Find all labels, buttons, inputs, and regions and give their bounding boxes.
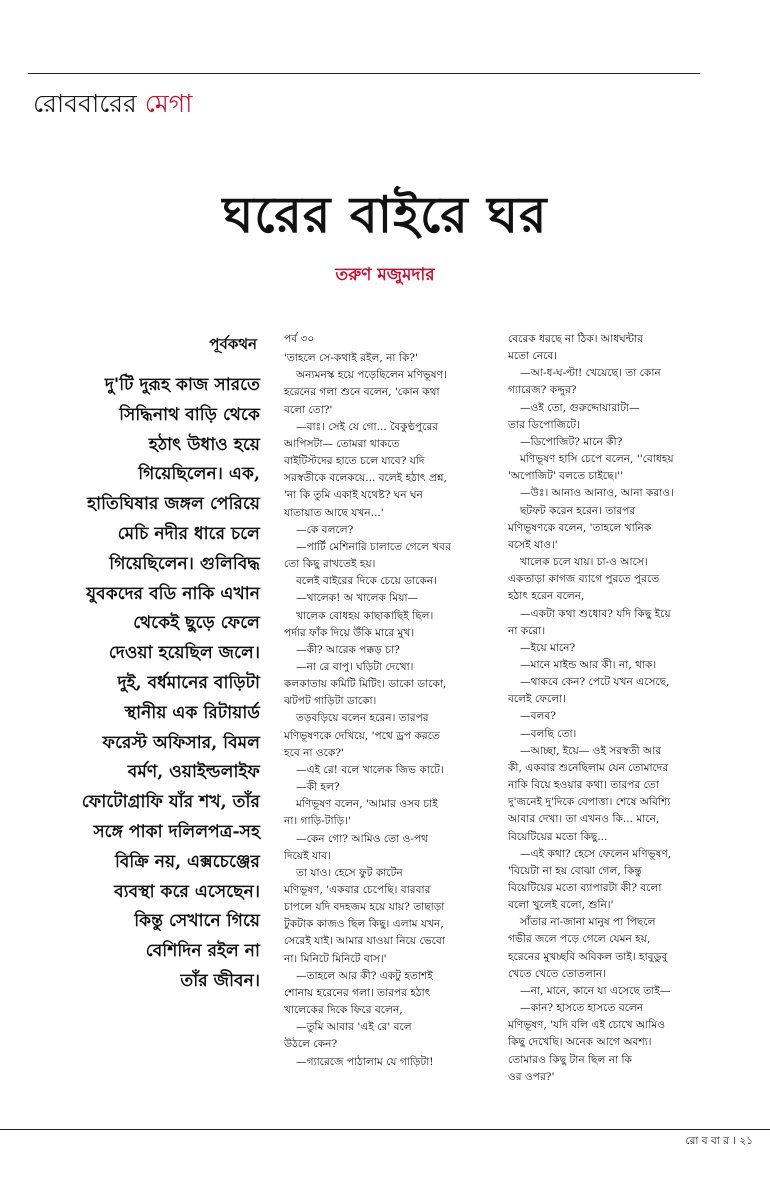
prelude-line: স্থানীয় এক রিটায়ার্ড (124, 702, 260, 723)
prelude-line: দুই, বর্ধমানের বাড়িটা (117, 672, 260, 693)
story-line: মণিভূষণকে বলেন, 'তাহলে খানিক (508, 521, 652, 534)
story-line: —এই রে! বলে খালেক জিভ কাটে। (296, 763, 444, 776)
prelude-line: ফরেস্ট অফিসার, বিমল (102, 732, 260, 753)
prelude-line: যুবকদের বডি নাকি এখান (86, 583, 260, 604)
story-line: 'না কি তুমি একাই যথেষ্ট? ঘন ঘন (284, 489, 423, 502)
story-line: 'তাহলে সে-কথাই রইল, না কি?' (284, 352, 418, 365)
article-author: তরুণ মজুমদার (335, 265, 435, 285)
story-line: বাইটিস্টদের হাতে চলে যাবে? যদি (284, 455, 425, 468)
story-line: —ইয়ে মানে? (520, 641, 576, 654)
bottom-rule (0, 1129, 770, 1130)
story-line: অন্যমনস্ক হয়ে পড়েছিলেন মণিভূষণ। (296, 369, 447, 382)
prelude-line: গিয়েছিলেন। গুলিবিদ্ধ (109, 553, 260, 574)
prelude-line: বিক্রি নয়, এক্সচেঞ্জের (114, 851, 260, 872)
prelude-line: থেকেই ছুড়ে ফেলে (133, 613, 260, 634)
story-line: —থাকবে কেন? পেটে যখন এসেছে, (520, 676, 670, 689)
story-line: মণিভূষণ বলেন, 'আমার ওসব চাই (296, 798, 438, 811)
page-folio: রো ব বা র । ২১ (685, 1135, 753, 1147)
story-line: তোমারও কিছু টান ছিল না কি (508, 1053, 632, 1066)
prelude-line: ফোটোগ্রাফি যাঁর শখ, তাঁর (81, 792, 260, 813)
story-line: বিয়েটিয়ের মতো ব্যাপারটা কী? বলো (508, 882, 662, 894)
prelude-line: বেশিদিন রইল না (145, 941, 260, 962)
story-line: বিয়েটিয়ের মতো কিছু... (508, 830, 608, 843)
story-line: সাঁতার না-জানা মানুষ পা পিছলে (520, 916, 656, 929)
story-line: খেতে খেতে তোতলান। (508, 967, 607, 980)
prelude-line: তাঁর জীবন। (180, 970, 260, 991)
prelude-line: ব্যবস্থা করে এসেছেন। (114, 881, 260, 902)
story-line: দু'জনেই দু'দিকে বেপাত্তা। শেষে অবিশ্যি (508, 796, 671, 809)
story-line: —না, মানে, কানে যা এসেছে তাই— (520, 984, 671, 997)
story-line: —উঃ। আনাও আনাও, আনা করাও। (520, 487, 674, 500)
section-label-part2: মেগা (144, 89, 193, 118)
story-line: গভীর জলে পড়ে গেলে যেমন হয়, (508, 933, 651, 946)
prelude-line: হঠাৎ উধাও হয়ে (148, 434, 260, 455)
story-line: মণিভূষণ, 'যদি বলি এই চোখে আমিও (508, 1019, 666, 1032)
story-line: —তুমি আবার 'এই রে' বলে (296, 1021, 412, 1034)
prelude-text (80, 371, 260, 997)
story-line: —কান? হাসতে হাসতে বলেন (520, 1002, 644, 1015)
story-line: না। মিনিটে মিনিটে বাস।' (284, 952, 387, 965)
story-line: উঠলে কেন? (284, 1038, 338, 1051)
story-line: চাপলে যদি বদহজম হয়ে যায়? তাছাড়া (284, 901, 445, 914)
story-line: সেরেই যাই। আমার যাওয়া নিয়ে ভেবো (284, 935, 445, 948)
story-line: ছটফট করেন হরেন। তারপর (520, 504, 636, 517)
prelude-heading: পূর্বকথন (209, 335, 257, 353)
story-line: —ওই তো, গুরুদ্দোয়ারাটা— (520, 401, 640, 414)
story-line: বলেই বাইরের দিকে চেয়ে ডাকেন। (296, 575, 437, 588)
story-line: হবে না ওকে?' (284, 746, 344, 759)
story-line: খালেকের দিকে ফিরে বলেন, (284, 1004, 403, 1017)
story-line: —কেন গো? আমিও তো ও-পথ (296, 832, 428, 845)
story-line: 'অপোজিট' বলতে চাইছে।'' (508, 470, 624, 483)
story-line: —মানে মাইন্ড আর কী। না, থাক। (520, 658, 657, 671)
story-line: —পার্টি মেশিনারি চালাতে গেলে খবর (296, 540, 451, 553)
story-line: ওর ওপর?' (508, 1070, 555, 1083)
story-line: —আ-ধ-ঘ-ণ্টা! খেয়েছে। তা কোন (520, 367, 661, 380)
prelude-line: গিয়েছিলেন। এক, (138, 464, 260, 485)
story-line: বলেই ফেলো। (508, 693, 566, 706)
story-line: আপিসটা— তোমরা থাকতে (284, 437, 400, 450)
story-line: ঝটপট গাড়িটা ডাকো। (284, 695, 377, 708)
story-line: বসেই যাও।' (508, 538, 558, 551)
story-line: তো কিছু রাখতেই হয়। (284, 558, 376, 571)
story-line: —এই কথা? হেসে ফেলেন মণিভূষণ, (520, 847, 672, 860)
prelude-line: কিন্তু সেখানে গিয়ে (134, 911, 260, 932)
story-line: —বলছি তো। (520, 727, 577, 740)
story-line: —আচ্ছা, ইয়ে— ওই সরস্বতী আর (520, 744, 662, 757)
story-line: —ডিপোজিট? মানে কী? (520, 435, 623, 448)
story-line: —কী হল? (296, 781, 340, 794)
story-line: খালেক বোধহয় কাছাকাছিই ছিল। (296, 609, 434, 622)
story-line: 'বিয়েটা না হয় বোঝা গেল, কিন্তু (508, 864, 642, 877)
story-line: যাতায়াত আছে যখন...' (284, 506, 384, 519)
story-line: মণিভূষণ হাসি চেপে বলেন, ''বোধহয় (520, 453, 674, 466)
story-line: —কে বললে? (296, 523, 354, 536)
story-line: কিছু দেখেছি। অনেক আগে অবশ্য। (508, 1036, 652, 1049)
story-line: টুকটাক কাজও ছিল কিছু। এলাম যখন, (284, 918, 444, 931)
story-line: আবার দেখা। তা এখনও কি... মানে, (508, 813, 660, 826)
story-line: —খালেক! অ খালেক মিয়া— (296, 592, 419, 605)
story-line: —কী? আরেক পক্কড় চা? (296, 643, 400, 656)
story-line: —তাহলে আর কী? একটু হতাশই (296, 969, 433, 982)
story-line: না। গাড়ি-টাড়ি।' (284, 815, 351, 828)
story-line: বলো তো?' (284, 403, 333, 416)
story-line: কলকাতায় কমিটি মিটিং। ডাকো ডাকো, (284, 678, 447, 691)
story-line: হঠাৎ হরেন বলেন, (508, 590, 585, 603)
prelude-line: সঙ্গে পাকা দলিলপত্র-সহ (93, 821, 260, 842)
prelude-line: মেচি নদীর ধারে চলে (117, 523, 260, 544)
story-line: নাকি বিয়ে হওয়ার কথা। তারপর তো (508, 779, 659, 792)
story-line: বলো খুলেই বলো, শুনি।' (508, 899, 614, 912)
story-line: —বাঃ। সেই যে গো... বৈকুণ্ঠপুরের (296, 420, 439, 433)
story-line: শোনায় হরেনের গলা। তারপর হঠাৎ (284, 986, 431, 999)
story-line: তড়বড়িয়ে বলেন হরেন। তারপর (296, 712, 429, 725)
story-line: তার ডিপোজিটে। (508, 418, 580, 431)
prelude-line: বর্মণ, ওয়াইল্ডলাইফ (127, 762, 260, 783)
story-line: —বলব? (520, 710, 556, 723)
prelude-line: দু'টি দুরূহ কাজ সারতে (104, 375, 260, 395)
prelude-line: দেওয়া হয়েছিল জলে। (108, 643, 260, 664)
story-line: —একটা কথা শুধোব? যদি কিছু ইয়ে (520, 607, 671, 620)
story-line: মণিভূষণ, 'একবার চেপেছি। বারবার (284, 884, 431, 896)
prelude-line: সিদ্ধিনাথ বাড়ি থেকে (119, 404, 260, 425)
story-line: গ্যারেজ? কদ্দুর? (508, 384, 577, 397)
story-line: হরেনের গলা শুনে বলেন, 'কোন কথা (284, 386, 440, 399)
story-line: সরস্বতীকে বলেকয়ে... বলেই হঠাৎ প্রশ্ন, (284, 472, 447, 485)
section-label (33, 84, 192, 127)
story-line: হরেনের মুখচ্ছবি অবিকল তাই। হাবুডুবু (508, 950, 668, 963)
story-line: একতাড়া কাগজ ব্যাগে পুরতে পুরতে (508, 573, 660, 586)
story-line: বেরেক ধরছে না ঠিক। আধঘন্টার (508, 333, 643, 345)
story-line: তা যাও। হেসে ফুট কাটেন (296, 866, 403, 879)
prelude-line: হাতিঘিষার জঙ্গল পেরিয়ে (87, 494, 260, 515)
story-line: মতো নেবে। (508, 350, 558, 363)
story-line: —না রে বাপু। ঘড়িটা দেখো। (296, 660, 414, 673)
part-label: পর্ব ৩০ (284, 333, 315, 345)
story-column-right (508, 331, 718, 1086)
top-rule (28, 73, 700, 74)
story-line: না করো। (508, 624, 546, 637)
story-line: দিয়েই যাব। (284, 849, 331, 862)
section-label-part1: রোববারের (33, 89, 137, 118)
story-line: খালেক চলে যায়। চা-ও আসে। (520, 556, 648, 569)
story-line: মণিভূষণকে দেখিয়ে, 'পথে ড্রপ করতে (284, 729, 440, 742)
story-line: —গ্যারেজে পাঠালাম যে গাড়িটা! (296, 1055, 434, 1068)
story-line: কী, একবার শুনেছিলাম যেন তোমাদের (508, 761, 669, 774)
story-column-middle (284, 331, 489, 1071)
story-line: পর্দার ফাঁক দিয়ে উঁকি মারে মুখ। (284, 626, 415, 639)
article-title: ঘরের বাইরে ঘর (222, 185, 548, 244)
